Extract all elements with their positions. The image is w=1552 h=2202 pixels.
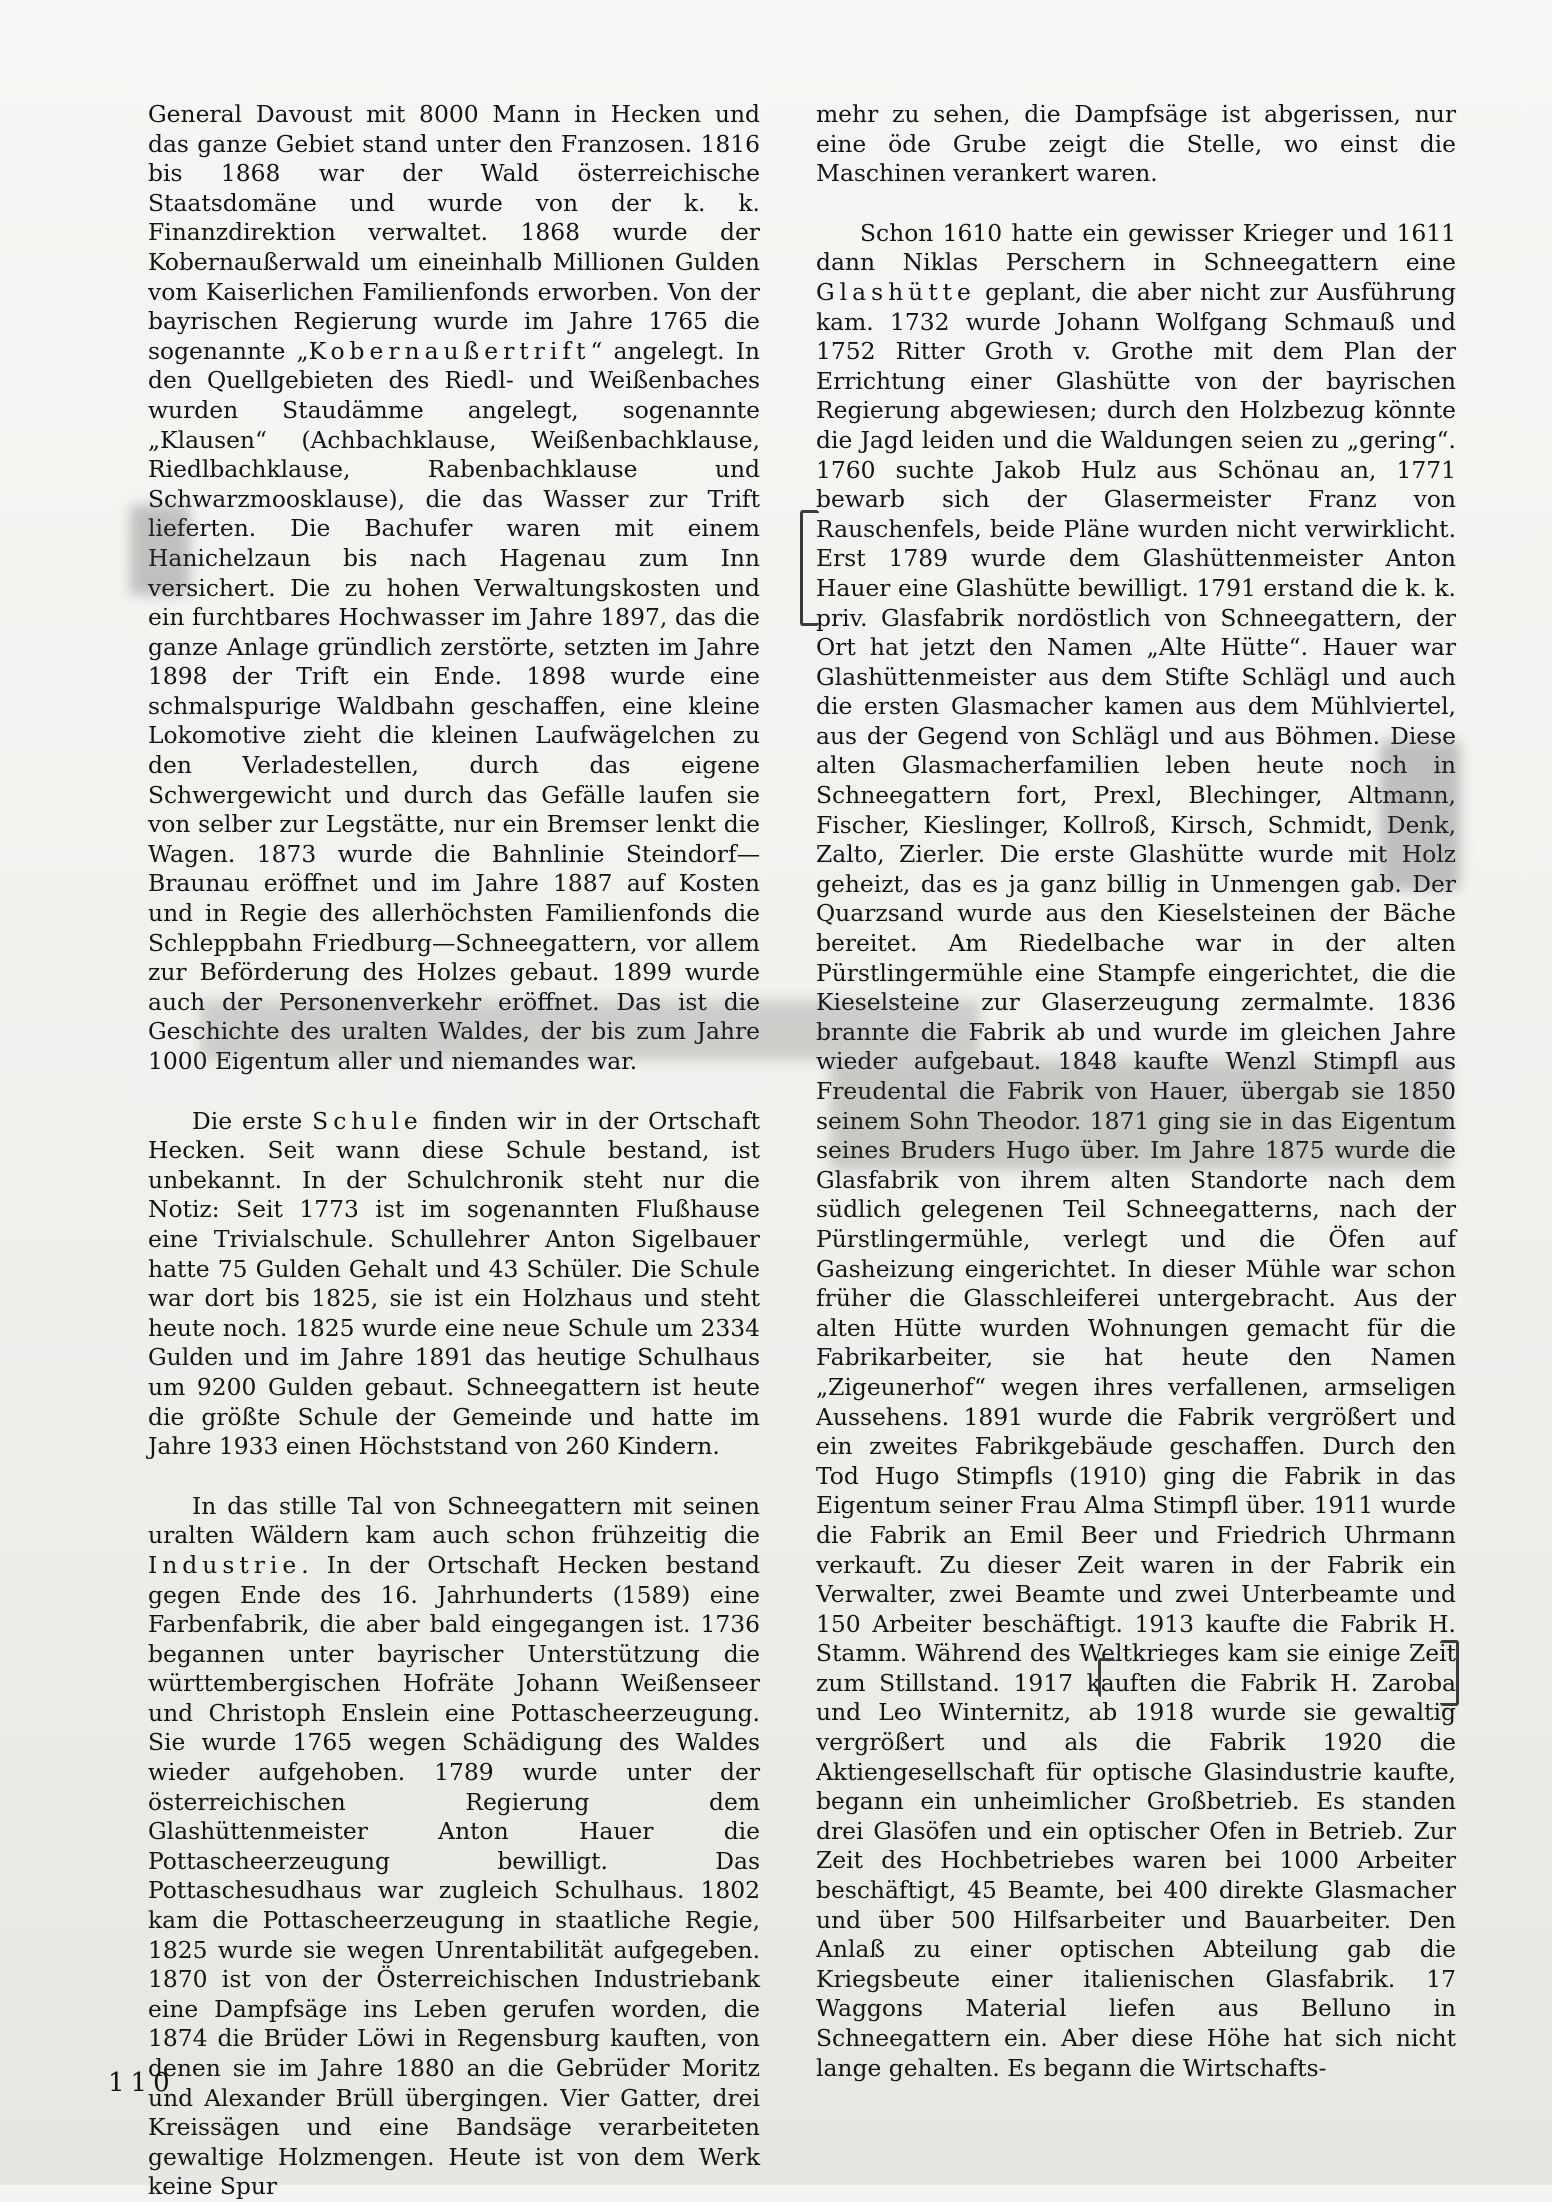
paragraph-glassworks: [816, 219, 1456, 2083]
text-run: . In der Ortschaft Hecken bestand gegen Ende des 16. Jahrhunderts (1589) eine Farbenfabrik, die aber bald eingegangen ist. 1736 begannen unter bayrischer Unterstützung die württembergischen Hofräte Johann Weißenseer und Christoph Enslein eine Pottascheerzeugung. Sie wurde 1765 wegen Schädigung des Waldes wieder aufgehoben. 1789 wurde unter der österreichischen Regierung dem Glashüttenmeister Anton Hauer die Pottascheerzeugung bewilligt. Das Pottaschesudhaus war zugleich Schulhaus. 1802 kam die Pottascheerzeugung in staatliche Regie, 1825 wurde sie wegen Unrentabilität aufgegeben. 1870 ist von der Österreichischen Industriebank eine Dampfsäge ins Leben gerufen worden, die 1874 die Brüder Löwi in Regensburg kauften, von denen sie im Jahre 1880 an die Gebrüder Moritz und Alexander Brüll übergingen. Vier Gatter, drei Kreissägen und eine Bandsäge verarbeiteten gewaltige Holzmengen. Heute ist von dem Werk keine Spur: [148, 1550, 760, 2201]
paragraph-sawmill-end: [816, 100, 1456, 189]
spaced-term-glashuette: Glashütte: [816, 277, 976, 306]
text-run: Schon 1610 hatte ein gewisser Krieger und 1611 dann Niklas Perschern in Schneegattern eine: [816, 218, 1456, 277]
left-column: [148, 100, 760, 2202]
text-run: General Davoust mit 8000 Mann in Hecken und das ganze Gebiet stand unter den Franzosen. 1816 bis 1868 war der Wald österreichische Staatsdomäne und wurde von der k. k. Finanzdirektion verwaltet. 1868 wurde der Kobernaußerwald um eineinhalb Millionen Gulden vom Kaiserlichen Familienfonds erworben. Von der bayrischen Regierung wurde im Jahre 1765 die sogenannte „: [148, 100, 760, 365]
text-run: Die erste: [192, 1106, 313, 1135]
text-run: mehr zu sehen, die Dampfsäge ist abgerissen, nur eine öde Grube zeigt die Stelle, wo einst die Maschinen verankert waren.: [816, 100, 1456, 188]
text-run: finden wir in der Ortschaft Hecken. Seit wann diese Schule bestand, ist unbekannt. In der Schulchronik steht nur die Notiz: Seit 1773 ist im sogenannten Flußhause eine Trivialschule. Schullehrer Anton Sigelbauer hatte 75 Gulden Gehalt und 43 Schüler. Die Schule war dort bis 1825, sie ist ein Holzhaus und steht heute noch. 1825 wurde eine neue Schule um 2334 Gulden und im Jahre 1891 das heutige Schulhaus um 9200 Gulden gebaut. Schneegattern ist heute die größte Schule der Gemeinde und hatte im Jahre 1933 einen Höchststand von 260 Kindern.: [148, 1106, 760, 1461]
paragraph-forest-history: [148, 100, 760, 1077]
spaced-term-schule: Schule: [312, 1106, 423, 1135]
paragraph-industry: [148, 1492, 760, 2202]
spaced-term-kobernausser-trift: Kobernaußertrift: [308, 336, 591, 365]
right-column: [816, 100, 1456, 2083]
spaced-term-industrie: Industrie: [148, 1550, 302, 1579]
text-run: In das stille Tal von Schneegattern mit seinen uralten Wäldern kam auch schon frühzeitig die: [148, 1491, 760, 1550]
paragraph-school: [148, 1107, 760, 1462]
text-run: “ angelegt. In den Quellgebieten des Riedl- und Weißenbaches wurden Staudämme angelegt, sogenannte „Klausen“ (Achbachklause, Weißenbachklause, Riedlbachklause, Rabenbachklause und Schwarzmoosklause), die das Wasser zur Trift lieferten. Die Bachufer waren mit einem Hanichelzaun bis nach Hagenau zum Inn versichert. Die zu hohen Verwaltungskosten und ein furchtbares Hochwasser im Jahre 1897, das die ganze Anlage gründlich zerstörte, setzten im Jahre 1898 der Trift ein Ende. 1898 wurde eine schmalspurige Waldbahn geschaffen, eine kleine Lokomotive zieht die kleinen Laufwägelchen zu den Verladestellen, durch das eigene Schwergewicht und durch das Gefälle laufen sie von selber zur Legstätte, nur ein Bremser lenkt die Wagen. 1873 wurde die Bahnlinie Steindorf—Braunau eröffnet und im Jahre 1887 auf Kosten und in Regie des allerhöchsten Familienfonds die Schleppbahn Friedburg—Schneegattern, vor allem zur Beförderung des Holzes gebaut. 1899 wurde auch der Personenverkehr eröffnet. Das ist die Geschichte des uralten Waldes, der bis zum Jahre 1000 Eigentum aller und niemandes war.: [148, 336, 761, 1075]
text-run: geplant, die aber nicht zur Ausführung kam. 1732 wurde Johann Wolfgang Schmauß und 1752 Ritter Groth v. Grothe mit dem Plan der Errichtung einer Glashütte von der bayrischen Regierung abgewiesen; durch den Holzbezug könnte die Jagd leiden und die Waldungen seien zu „gering“. 1760 suchte Jakob Hulz aus Schönau an, 1771 bewarb sich der Glasermeister Franz von Rauschenfels, beide Pläne wurden nicht verwirklicht. Erst 1789 wurde dem Glashüttenmeister Anton Hauer eine Glashütte bewilligt. 1791 erstand die k. k. priv. Glasfabrik nordöstlich von Schneegattern, der Ort hat jetzt den Namen „Alte Hütte“. Hauer war Glashüttenmeister aus dem Stifte Schlägl und auch die ersten Glasmacher kamen aus dem Mühlviertel, aus der Gegend von Schlägl und aus Böhmen. Diese alten Glasmacherfamilien leben heute noch in Schneegattern fort, Prexl, Blechinger, Altmann, Fischer, Kieslinger, Kollroß, Kirsch, Schmidt, Denk, Zalto, Zierler. Die erste Glashütte wurde mit Holz geheizt, das es ja ganz billig in Unmengen gab. Der Quarzsand wurde aus den Kieselsteinen der Bäche bereitet. Am Riedelbache war in der alten Pürstlingermühle eine Stampfe eingerichtet, die die Kieselsteine zur Glaserzeugung zermalmte. 1836 brannte die Fabrik ab und wurde im gleichen Jahre wieder aufgebaut. 1848 kaufte Wenzl Stimpfl aus Freudental die Fabrik von Hauer, übergab sie 1850 seinem Sohn Theodor. 1871 ging sie in das Eigentum seines Bruders Hugo über. Im Jahre 1875 wurde die Glasfabrik von ihrem alten Standorte nach dem südlich gelegenen Teil Schneegatterns, nach der Pürstlingermühle, verlegt und die Öfen auf Gasheizung eingerichtet. In dieser Mühle war schon früher die Glasschleiferei untergebracht. Aus der alten Hütte wurden Wohnungen gemacht für die Fabrikarbeiter, sie hat heute den Namen „Zigeunerhof“ wegen ihres verfallenen, armseligen Aussehens. 1891 wurde die Fabrik vergrößert und ein zweites Fabrikgebäude geschaffen. Durch den Tod Hugo Stimpfls (1910) ging die Fabrik in das Eigentum seiner Frau Alma Stimpfl über. 1911 wurde die Fabrik an Emil Beer und Friedrich Uhrmann verkauft. Zu dieser Zeit waren in der Fabrik ein Verwalter, zwei Beamte und zwei Unterbeamte und 150 Arbeiter beschäftigt. 1913 kaufte die Fabrik H. Stamm. Während des Weltkrieges kam sie einige Zeit zum Stillstand. 1917 kauften die Fabrik H. Zaroba und Leo Winternitz, ab 1918 wurde sie gewaltig vergrößert und als die Fabrik 1920 die Aktiengesellschaft für optische Glasindustrie kaufte, begann ein unheimlicher Großbetrieb. Es standen drei Glasöfen und ein optischer Ofen in Betrieb. Zur Zeit des Hochbetriebes waren bei 1000 Arbeiter beschäftigt, 45 Beamte, bei 400 direkte Glasmacher und über 500 Hilfsarbeiter und Bauarbeiter. Den Anlaß zu einer optischen Abteilung gab die Kriegsbeute einer italienischen Glasfabrik. 17 Waggons Material liefen aus Belluno in Schneegattern ein. Aber diese Höhe hat sich nicht lange gehalten. Es begann die Wirtschafts-: [816, 277, 1456, 2082]
page-number: 110: [108, 2068, 176, 2098]
